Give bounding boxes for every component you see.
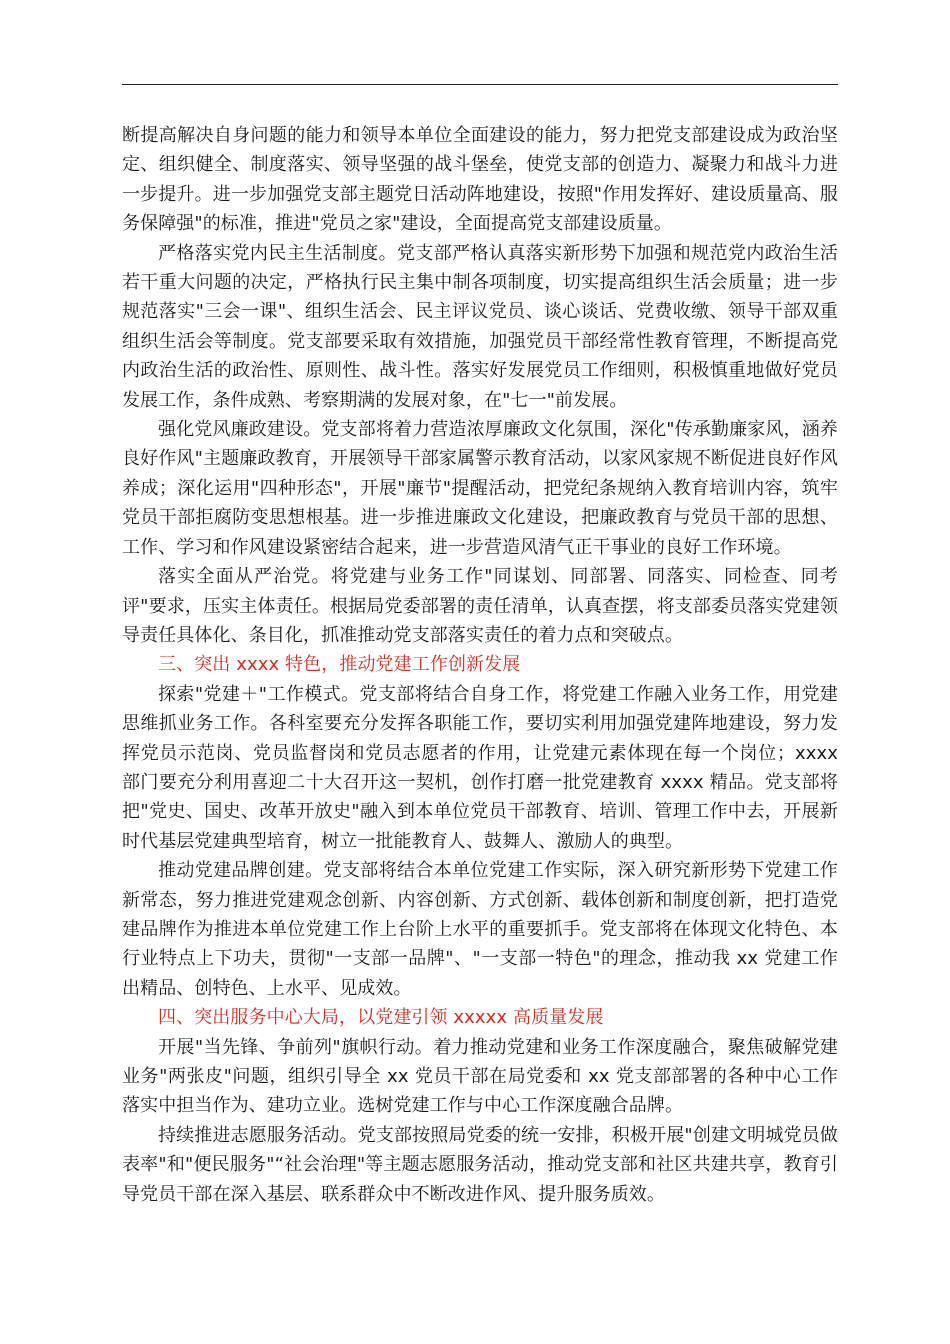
- document-body: [122, 121, 838, 1209]
- body-paragraph: 断提高解决自身问题的能力和领导本单位全面建设的能力，努力把党支部建设成为政治坚定、组织健全、制度落实、领导坚强的战斗堡垒，使党支部的创造力、凝聚力和战斗力进一步提升。进一步加强党支部主题党日活动阵地建设，按照"作用发挥好、建设质量高、服务保障强"的标准，推进"党员之家"建设，全面提高党支部建设质量。: [122, 125, 838, 235]
- body-paragraph: 开展"当先锋、争前列"旗帜行动。着力推动党建和业务工作深度融合，聚焦破解党建业务"两张皮"问题，组织引导全 xx 党员干部在局党委和 xx 党支部部署的各种中心工作落实中担当作为、建功立业。选树党建工作与中心工作深度融合品牌。: [122, 1036, 838, 1117]
- body-paragraph: 推动党建品牌创建。党支部将结合本单位党建工作实际，深入研究新形势下党建工作新常态，努力推进党建观念创新、内容创新、方式创新、载体创新和制度创新，把打造党建品牌作为推进本单位党建工作上台阶上水平的重要抓手。党支部将在体现文化特色、本行业特点上下功夫，贯彻"一支部一品牌"、"一支部一特色"的理念，推动我 xx 党建工作出精品、创特色、上水平、见成效。: [122, 860, 838, 999]
- section-heading: 四、突出服务中心大局，以党建引领 xxxxx 高质量发展: [158, 1007, 604, 1029]
- body-paragraph: 探索"党建＋"工作模式。党支部将结合自身工作，将党建工作融入业务工作，用党建思维抓业务工作。各科室要充分发挥各职能工作，要切实利用加强党建阵地建设，努力发挥党员示范岗、党员监督岗和党员志愿者的作用，让党建元素体现在每一个岗位；xxxx 部门要充分利用喜迎二十大召开这一契机，创作打磨一批党建教育 xxxx 精品。党支部将把"党史、国史、改革开放史"融入到本单位党员干部教育、培训、管理工作中去，开展新时代基层党建典型培育，树立一批能教育人、鼓舞人、激励人的典型。: [122, 683, 838, 852]
- body-paragraph: 严格落实党内民主生活制度。党支部严格认真落实新形势下加强和规范党内政治生活若干重大问题的决定，严格执行民主集中制各项制度，切实提高组织生活会质量；进一步规范落实"三会一课"、组织生活会、民主评议党员、谈心谈话、党费收缴、领导干部双重组织生活会等制度。党支部要采取有效措施，加强党员干部经常性教育管理，不断提高党内政治生活的政治性、原则性、战斗性。落实好发展党员工作细则，积极慎重地做好党员发展工作，条件成熟、考察期满的发展对象，在"七一"前发展。: [122, 242, 838, 411]
- body-paragraph: 落实全面从严治党。将党建与业务工作"同谋划、同部署、同落实、同检查、同考评"要求，压实主体责任。根据局党委部署的责任清单，认真查摆，将支部委员落实党建领导责任具体化、条目化，抓准推动党支部落实责任的着力点和突破点。: [122, 566, 838, 646]
- body-paragraph: 持续推进志愿服务活动。党支部按照局党委的统一安排，积极开展"创建文明城党员做表率"和"便民服务"“社会治理"等主题志愿服务活动，推动党支部和社区共建共享，教育引导党员干部在深入基层、联系群众中不断改进作风、提升服务质效。: [122, 1124, 838, 1205]
- section-heading: 三、突出 xxxx 特色，推动党建工作创新发展: [158, 654, 521, 676]
- header-rule: [122, 84, 838, 85]
- body-paragraph: 强化党风廉政建设。党支部将着力营造浓厚廉政文化氛围，深化"传承勤廉家风，涵养良好作风"主题廉政教育，开展领导干部家属警示教育活动，以家风家规不断促进良好作风养成；深化运用"四种形态"，开展"廉节"提醒活动，把党纪条规纳入教育培训内容，筑牢党员干部拒腐防变思想根基。进一步推进廉政文化建设，把廉政教育与党员干部的思想、工作、学习和作风建设紧密结合起来，进一步营造风清气正干事业的良好工作环境。: [122, 419, 838, 558]
